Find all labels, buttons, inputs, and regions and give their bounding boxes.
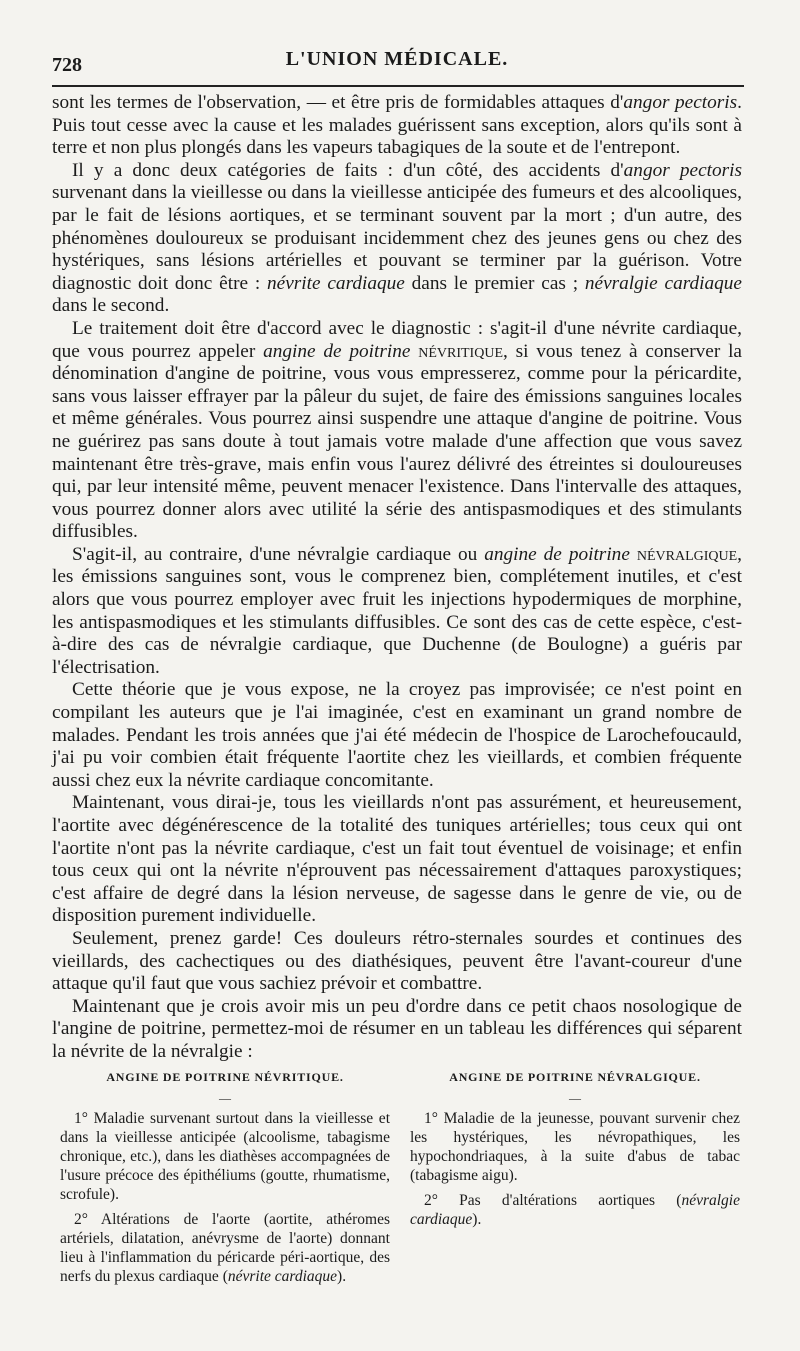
column-entries: [60, 1109, 390, 1286]
text-run: survenant dans la vieillesse ou dans la vieillesse anticipée des fumeurs et des alcooliques, par le fait de lésions aortiques, et se terminant souvent par la mort ; d'un autre, des phénomènes douloureux se produisant incidemment chez des jeunes gens ou chez des hystériques, sans lésions artérielles et pouvant se terminer par la guérison. Votre diagnostic doit donc être :: [52, 182, 742, 294]
table-entry: [410, 1191, 740, 1229]
text-run: S'agit-il, au contraire, d'une névralgie cardiaque ou: [72, 543, 485, 565]
paragraph: [52, 679, 742, 792]
paragraph: [52, 544, 742, 680]
page-header: [52, 48, 742, 78]
paragraph: [52, 928, 742, 996]
column-dash: —: [219, 1091, 231, 1105]
body-text: [52, 92, 742, 1064]
italic-term: angor pectoris: [623, 159, 742, 181]
column-heading: ANGINE DE POITRINE NÉVRALGIQUE.: [449, 1070, 701, 1084]
text-run: Seulement, prenez garde! Ces douleurs rétro-sternales sourdes et continues des vieillards, des cachectiques ou des diathésiques, peuvent être l'avant-coureur d'une attaque qu'il faut que vous sachiez prévoir et combattre.: [52, 927, 742, 995]
column-nevralgique: [410, 1068, 740, 1235]
column-dash: —: [569, 1091, 581, 1105]
column-heading: ANGINE DE POITRINE NÉVRITIQUE.: [106, 1070, 344, 1084]
text-run: dans le second.: [52, 295, 170, 317]
text-run: Il y a donc deux catégories de faits : d'un côté, des accidents d': [72, 159, 624, 181]
header-rule: [52, 85, 744, 87]
text-run: Maintenant que je crois avoir mis un peu d'ordre dans ce petit chaos nosologique de l'angine de poitrine, permettez-moi de résumer en un tableau les différences qui séparent la névrite de la névralgie :: [52, 995, 742, 1062]
text-run: 2° Altérations de l'aorte (aortite, athéromes artériels, dilatation, anévrysme de l'aorte) donnant lieu à l'inflammation du péricarde péri-aortique, des nerfs du plexus cardiaque (: [60, 1211, 390, 1285]
text-run: dans le premier cas ;: [404, 272, 585, 294]
italic-term: névrite cardiaque: [227, 1268, 338, 1285]
text-run: Maintenant, vous dirai-je, tous les vieillards n'ont pas assurément, et heureusement, l'aortite avec dégénérescence de la totalité des tuniques artérielles; tous ceux qui ont l'aortite n'ont pas la névrite cardiaque, c'est un fait tout éventuel de voisinage; et enfin tous ceux qui ont la névrite n'éprouvent pas nécessairement d'attaques paroxystiques; c'est affaire de degré dans la lésion nerveuse, de sagesse dans le genre de vie, ou de disposition purement individuelle.: [52, 792, 742, 927]
text-run: [630, 544, 637, 565]
paragraph: [52, 160, 742, 318]
italic-term: névrite cardiaque: [267, 272, 405, 294]
text-run: Le traitement doit être d'accord avec le diagnostic : s'agit-il d'une névrite cardiaque, que vous pourrez appeler: [52, 317, 742, 362]
page-number: 728: [52, 54, 82, 76]
small-caps-term: névritique: [418, 340, 503, 362]
text-run: 1° Maladie de la jeunesse, pouvant survenir chez les hystériques, les névropathiques, les hypochondriaques, à la suite d'abus de tabac (tabagisme aigu).: [410, 1110, 740, 1184]
text-run: , si vous tenez à conserver la dénomination d'angine de poitrine, vous vous empresserez, comme pour la péricardite, sans vous laisser effrayer par la pâleur du sujet, de faire des émissions sanguines locales et même générales. Vous pourrez ainsi suspendre une attaque d'angine de poitrine. Vous ne guérirez pas sans doute à tout jamais votre malade d'une affection que vous savez maintenant être très-grave, mais enfin vous l'aurez délivré des étreintes si douloureuses qui, par leur intensité même, peuvent menacer l'existence. Dans l'intervalle des attaques, vous pourrez donner alors avec utilité la série des antispasmodiques et des stimulants diffusibles.: [52, 340, 742, 543]
text-run: 1° Maladie survenant surtout dans la vieillesse et dans la vieillesse anticipée (alcoolisme, tabagisme chronique, etc.), dans les diathèses accompagnées de l'usure précoce des épithéliums (goutte, rhumatisme, scrofule).: [60, 1110, 390, 1203]
text-run: 2° Pas d'altérations aortiques (: [424, 1192, 682, 1209]
paragraph: [52, 92, 742, 160]
text-run: , les émissions sanguines sont, vous le comprenez bien, complétement inutiles, et c'est alors que vous pourrez employer avec fruit les injections hypodermiques de morphine, les antispasmodiques et les stimulants diffusibles. Ce sont des cas de cette espèce, c'est-à-dire des cas de névralgie cardiaque, que Duchenne (de Boulogne) a guéris par l'électrisation.: [52, 543, 742, 678]
italic-term: angine de poitrine: [263, 340, 411, 362]
column-nevritique: [60, 1068, 390, 1292]
paragraph: [52, 792, 742, 928]
text-run: sont les termes de l'observation, — et être pris de formidables attaques d': [52, 92, 624, 113]
table-entry: [60, 1109, 390, 1204]
table-entry: [60, 1210, 390, 1286]
italic-term: névralgie cardiaque: [410, 1192, 740, 1228]
paragraph: [52, 318, 742, 544]
comparison-table: [52, 1068, 742, 1308]
paragraph: [52, 996, 742, 1064]
table-entry: [410, 1109, 740, 1185]
text-run: ).: [472, 1211, 482, 1228]
column-entries: [410, 1109, 740, 1229]
text-run: . Puis tout cesse avec la cause et les malades guérissent sans exception, alors qu'ils sont à terre et non plus plongés dans les vapeurs tabagiques de la soute et de l'entrepont.: [52, 92, 742, 159]
italic-term: angor pectoris: [623, 92, 738, 113]
italic-term: névralgie cardiaque: [584, 272, 742, 294]
small-caps-term: névralgique: [636, 543, 738, 565]
running-title: L'UNION MÉDICALE.: [285, 48, 509, 70]
italic-term: angine de poitrine: [484, 543, 630, 565]
text-run: ).: [337, 1268, 347, 1285]
text-run: Cette théorie que je vous expose, ne la croyez pas improvisée; ce n'est point en compilant les auteurs que je l'ai imaginée, c'est en examinant un grand nombre de malades. Pendant les trois années que j'ai été médecin de l'hospice de Larochefoucauld, j'ai pu voir combien était fréquente l'aortite chez les vieillards, et combien fréquente aussi chez eux la névrite cardiaque concomitante.: [52, 679, 742, 791]
